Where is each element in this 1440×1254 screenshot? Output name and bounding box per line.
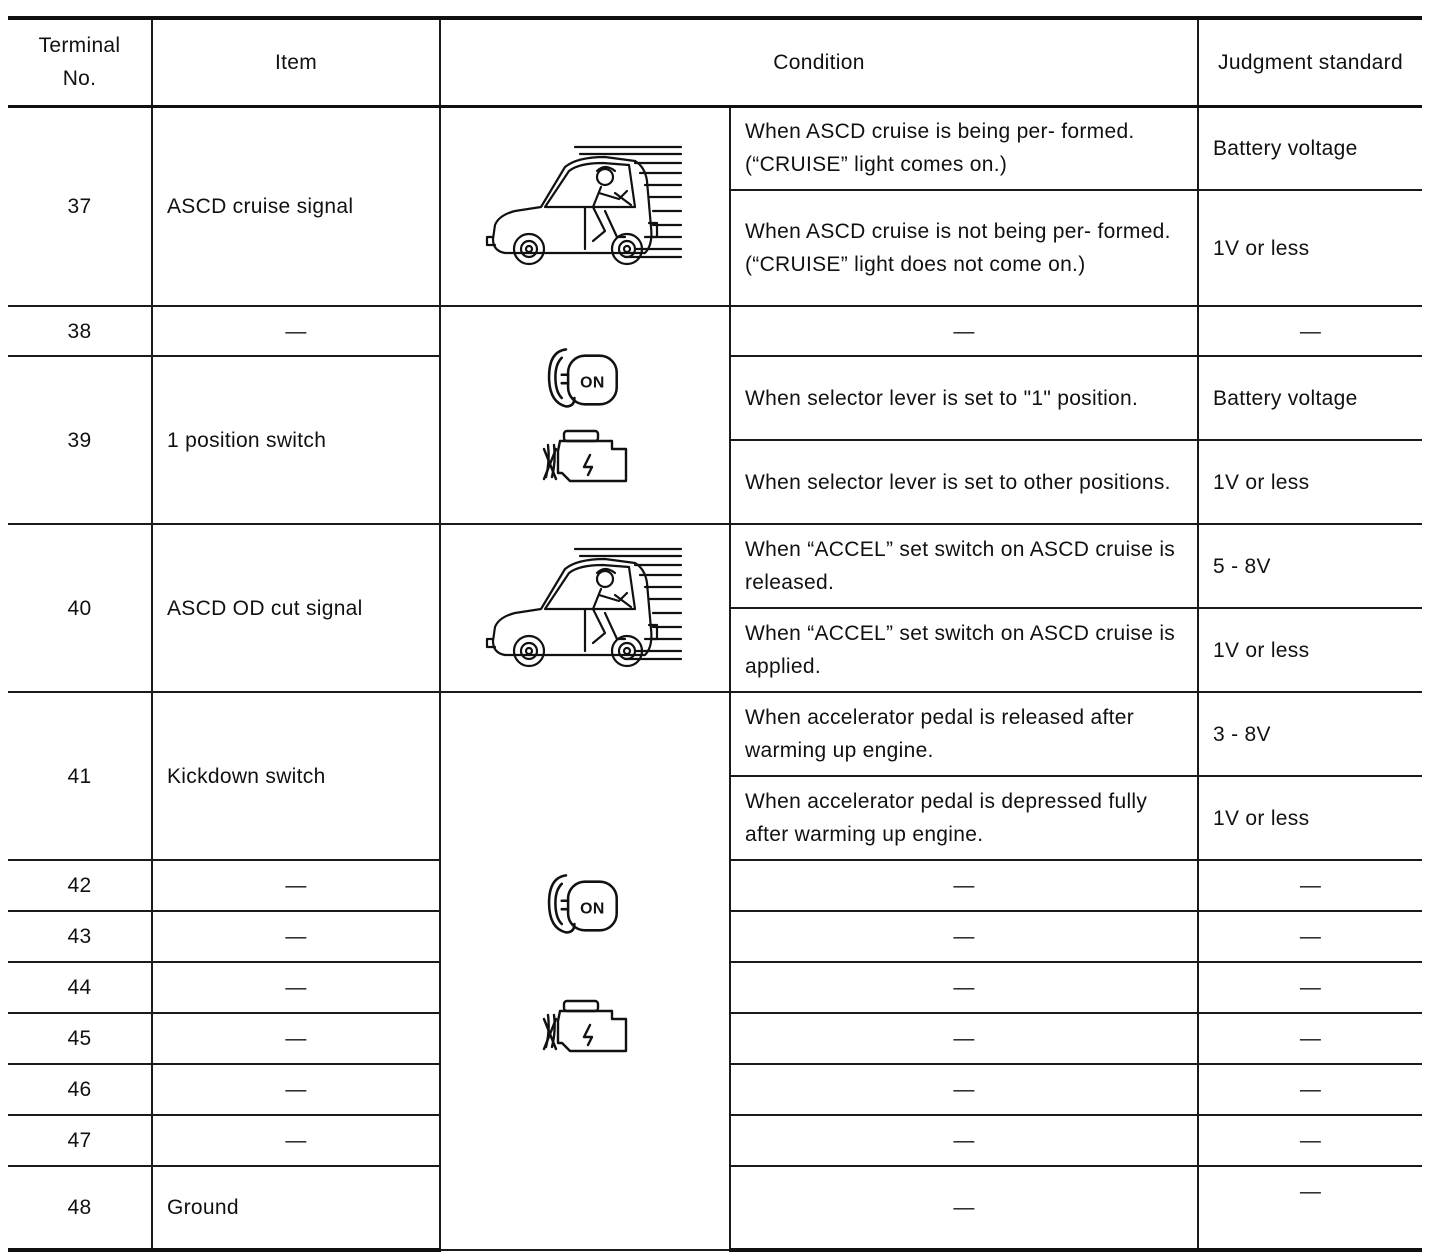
header-item-label: Item [274,50,318,74]
specification-sheet [8,16,1422,1252]
illustration-cell-38-39 [440,306,730,524]
car-driving-icon [485,141,685,271]
item-37: ASCD cruise signal [152,106,440,306]
ignition-key-on-icon [542,869,628,943]
terminal-43: 43 [8,911,152,962]
condition-39-b: When selector lever is set to other positions. [730,440,1198,524]
table-row [8,106,1422,190]
terminal-39: 39 [8,356,152,524]
terminal-46: 46 [8,1064,152,1115]
condition-41-b: When accelerator pedal is depressed fully after warming up engine. [730,776,1198,860]
condition-48: — [730,1166,1198,1250]
condition-47: — [730,1115,1198,1166]
judgment-40-a: 5 - 8V [1198,524,1422,608]
item-44: — [152,962,440,1013]
judgment-48: — [1198,1166,1422,1250]
judgment-41-a: 3 - 8V [1198,692,1422,776]
condition-44: — [730,962,1198,1013]
judgment-43: — [1198,911,1422,962]
illustration-cell-41-48 [440,692,730,1250]
condition-37-b: When ASCD cruise is not being per- formed. (“CRUISE” light does not come on.) [730,190,1198,306]
condition-42: — [730,860,1198,911]
table-row [8,306,1422,356]
illustration-cell-37 [440,106,730,306]
judgment-37-a: Battery voltage [1198,106,1422,190]
item-39: 1 position switch [152,356,440,524]
table-row [8,692,1422,776]
terminal-37: 37 [8,106,152,306]
condition-45: — [730,1013,1198,1064]
condition-46: — [730,1064,1198,1115]
item-47: — [152,1115,440,1166]
judgment-42: — [1198,860,1422,911]
header-row [8,18,1422,106]
judgment-46: — [1198,1064,1422,1115]
item-41: Kickdown switch [152,692,440,860]
terminal-45: 45 [8,1013,152,1064]
header-terminal-no [8,18,152,106]
judgment-38: — [1198,306,1422,356]
car-driving-icon [485,543,685,673]
item-46: — [152,1064,440,1115]
item-43: — [152,911,440,962]
condition-40-a: When “ACCEL” set switch on ASCD cruise is released. [730,524,1198,608]
terminal-38: 38 [8,306,152,356]
judgment-39-a: Battery voltage [1198,356,1422,440]
judgment-37-b: 1V or less [1198,190,1422,306]
item-40: ASCD OD cut signal [152,524,440,692]
terminal-44: 44 [8,962,152,1013]
judgment-40-b: 1V or less [1198,608,1422,692]
item-48: Ground [152,1166,440,1250]
condition-41-a: When accelerator pedal is released after warming up engine. [730,692,1198,776]
terminal-48: 48 [8,1166,152,1250]
item-42: — [152,860,440,911]
terminal-spec-table [8,16,1422,1252]
header-condition [440,18,1198,106]
illustration-cell-40 [440,524,730,692]
header-condition-label: Condition [773,50,865,74]
condition-43: — [730,911,1198,962]
condition-38: — [730,306,1198,356]
engine-running-icon [540,427,630,487]
item-45: — [152,1013,440,1064]
table-row [8,524,1422,608]
condition-39-a: When selector lever is set to "1" position. [730,356,1198,440]
terminal-47: 47 [8,1115,152,1166]
condition-37-a: When ASCD cruise is being per- formed. (“CRUISE” light comes on.) [730,106,1198,190]
header-judgment-standard [1198,18,1422,106]
item-38: — [152,306,440,356]
terminal-40: 40 [8,524,152,692]
judgment-44: — [1198,962,1422,1013]
terminal-42: 42 [8,860,152,911]
engine-running-icon [540,997,630,1057]
header-terminal-label: Terminal No. [38,34,121,91]
judgment-47: — [1198,1115,1422,1166]
header-item [152,18,440,106]
judgment-41-b: 1V or less [1198,776,1422,860]
judgment-45: — [1198,1013,1422,1064]
judgment-39-b: 1V or less [1198,440,1422,524]
terminal-41: 41 [8,692,152,860]
header-judgment-label: Judgment standard [1218,50,1403,74]
ignition-key-on-icon [542,343,628,417]
condition-40-b: When “ACCEL” set switch on ASCD cruise is applied. [730,608,1198,692]
